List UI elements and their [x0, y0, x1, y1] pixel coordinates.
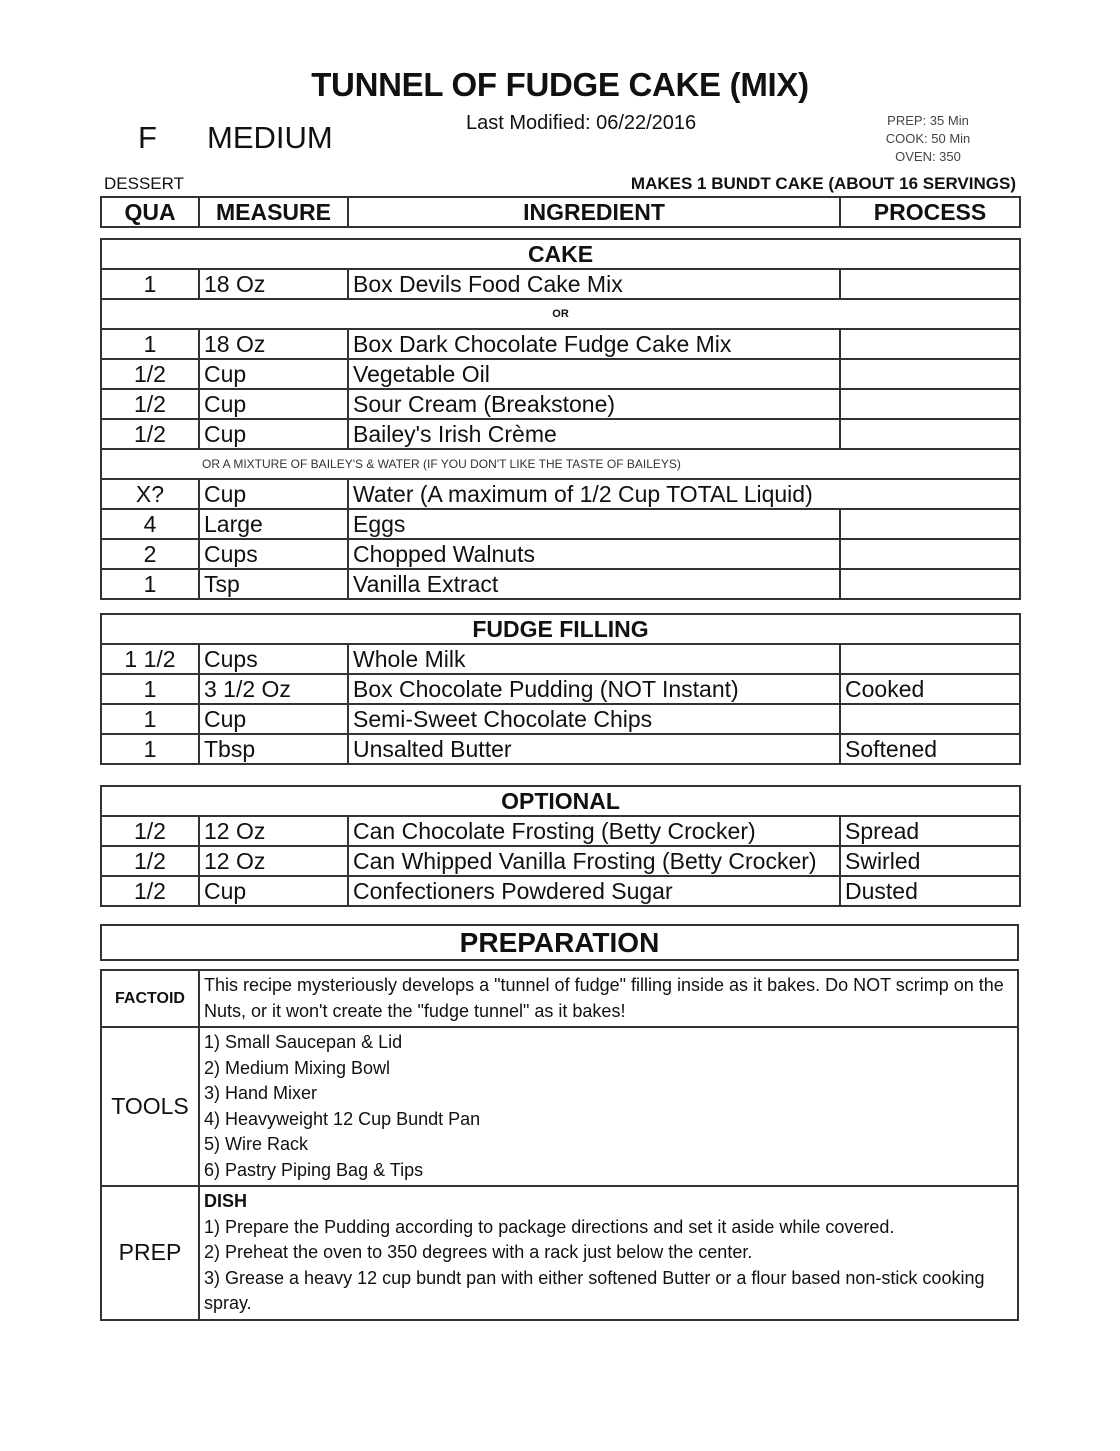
measure-cell: 3 1/2 Oz: [199, 674, 348, 704]
process-cell: [840, 569, 1020, 599]
ingredient-cell: Bailey's Irish Crème: [348, 419, 840, 449]
ingredient-cell: Whole Milk: [348, 644, 840, 674]
oven-temp: OVEN: 350: [895, 149, 961, 164]
section-title-optional: OPTIONAL: [101, 786, 1020, 816]
section-title-cake: CAKE: [101, 239, 1020, 269]
tools-row: [101, 1027, 1018, 1186]
prep-step: 3) Grease a heavy 12 cup bundt pan with either softened Butter or a flour based non-stick cooking spray.: [204, 1267, 985, 1313]
ingredient-row: [101, 734, 1020, 764]
ingredient-cell: Water (A maximum of 1/2 Cup TOTAL Liquid): [348, 479, 1020, 509]
prep-row: [101, 1186, 1018, 1320]
column-header: [100, 196, 1021, 228]
tool-item: 2) Medium Mixing Bowl: [204, 1057, 391, 1078]
column-ingredient: INGREDIENT: [348, 197, 840, 227]
column-qua: QUA: [101, 197, 199, 227]
qua-cell: 4: [101, 509, 199, 539]
ingredient-cell: Confectioners Powdered Sugar: [348, 876, 840, 906]
tools-list: [199, 1027, 1018, 1186]
measure-cell: Cup: [199, 704, 348, 734]
optional-table: [100, 785, 1021, 907]
process-cell: [840, 329, 1020, 359]
recipe-title: TUNNEL OF FUDGE CAKE (MIX): [311, 66, 809, 103]
preparation-heading: PREPARATION: [100, 924, 1019, 961]
measure-cell: Large: [199, 509, 348, 539]
ingredient-row: [101, 569, 1020, 599]
ingredient-row: [101, 674, 1020, 704]
qua-cell: X?: [101, 479, 199, 509]
ingredient-cell: Chopped Walnuts: [348, 539, 840, 569]
ingredient-cell: Box Dark Chocolate Fudge Cake Mix: [348, 329, 840, 359]
ingredient-row: [101, 539, 1020, 569]
process-cell: [840, 419, 1020, 449]
ingredient-cell: Eggs: [348, 509, 840, 539]
column-process: PROCESS: [840, 197, 1020, 227]
ingredient-row: [101, 329, 1020, 359]
qua-cell: 1: [101, 329, 199, 359]
process-cell: [840, 644, 1020, 674]
process-cell: [840, 389, 1020, 419]
ingredient-cell: Vanilla Extract: [348, 569, 840, 599]
prep-step: 1) Prepare the Pudding according to package directions and set it aside while covered.: [204, 1216, 895, 1237]
recipe-yield: MAKES 1 BUNDT CAKE (ABOUT 16 SERVINGS): [630, 174, 1016, 193]
tool-item: 4) Heavyweight 12 Cup Bundt Pan: [204, 1108, 481, 1129]
qua-cell: 1/2: [101, 846, 199, 876]
ingredient-row: [101, 509, 1020, 539]
qua-cell: 1/2: [101, 876, 199, 906]
measure-cell: Tbsp: [199, 734, 348, 764]
prep-label: PREP: [101, 1186, 199, 1320]
section-title-fudge-filling: FUDGE FILLING: [101, 614, 1020, 644]
qua-cell: 1/2: [101, 389, 199, 419]
tools-label: TOOLS: [101, 1027, 199, 1186]
ingredient-cell: Semi-Sweet Chocolate Chips: [348, 704, 840, 734]
last-modified: Last Modified: 06/22/2016: [466, 112, 697, 134]
ingredient-row: [101, 846, 1020, 876]
prep-step: 2) Preheat the oven to 350 degrees with a rack just below the center.: [204, 1242, 753, 1262]
ingredient-row: [101, 389, 1020, 419]
prep-time: PREP: 35 Min: [887, 113, 969, 128]
measure-cell: 12 Oz: [199, 846, 348, 876]
tool-item: 3) Hand Mixer: [204, 1083, 318, 1103]
measure-cell: Cup: [199, 876, 348, 906]
qua-cell: 1: [101, 704, 199, 734]
ingredient-row: [101, 704, 1020, 734]
cake-table: [100, 238, 1021, 600]
tool-item: 1) Small Saucepan & Lid: [204, 1032, 403, 1052]
ingredient-row: [101, 816, 1020, 846]
ingredient-cell: Box Devils Food Cake Mix: [348, 269, 840, 299]
process-cell: [840, 269, 1020, 299]
factoid-text: This recipe mysteriously develops a "tunnel of fudge" filling inside as it bakes. Do NOT scrimp on the Nuts, or it won't create the "fudge tunnel" as it bakes!: [199, 970, 1018, 1027]
qua-cell: 1: [101, 569, 199, 599]
ingredient-cell: Sour Cream (Breakstone): [348, 389, 840, 419]
measure-cell: Cup: [199, 479, 348, 509]
process-cell: [840, 704, 1020, 734]
measure-cell: Tsp: [199, 569, 348, 599]
ingredient-cell: Unsalted Butter: [348, 734, 840, 764]
ingredient-cell: Box Chocolate Pudding (NOT Instant): [348, 674, 840, 704]
qua-cell: 1: [101, 674, 199, 704]
process-cell: [840, 509, 1020, 539]
ingredient-row: [101, 479, 1020, 509]
measure-cell: Cups: [199, 539, 348, 569]
rating-letter: F: [138, 120, 157, 155]
measure-cell: 18 Oz: [199, 269, 348, 299]
factoid-label: FACTOID: [101, 970, 199, 1027]
qua-cell: 1/2: [101, 359, 199, 389]
difficulty-level: MEDIUM: [207, 120, 333, 155]
prep-steps: [199, 1186, 1018, 1320]
process-cell: Dusted: [840, 876, 1020, 906]
time-info: [872, 112, 984, 166]
column-measure: MEASURE: [199, 197, 348, 227]
qua-cell: 1: [101, 734, 199, 764]
qua-cell: 1: [101, 269, 199, 299]
process-cell: Spread: [840, 816, 1020, 846]
measure-cell: Cups: [199, 644, 348, 674]
qua-cell: 1 1/2: [101, 644, 199, 674]
qua-cell: 1/2: [101, 419, 199, 449]
qua-cell: 2: [101, 539, 199, 569]
qua-cell: 1/2: [101, 816, 199, 846]
ingredient-row: [101, 876, 1020, 906]
measure-cell: 18 Oz: [199, 329, 348, 359]
factoid-row: [101, 970, 1018, 1027]
tool-item: 5) Wire Rack: [204, 1134, 309, 1154]
process-cell: Softened: [840, 734, 1020, 764]
ingredient-row: [101, 419, 1020, 449]
recipe-category: DESSERT: [104, 174, 184, 193]
measure-cell: Cup: [199, 419, 348, 449]
process-cell: Swirled: [840, 846, 1020, 876]
ingredient-cell: Can Whipped Vanilla Frosting (Betty Crocker): [348, 846, 840, 876]
ingredient-cell: Vegetable Oil: [348, 359, 840, 389]
process-cell: [840, 539, 1020, 569]
measure-cell: Cup: [199, 359, 348, 389]
process-cell: [840, 359, 1020, 389]
prep-subheading: DISH: [204, 1191, 248, 1211]
ingredient-row: [101, 359, 1020, 389]
cook-time: COOK: 50 Min: [885, 131, 971, 146]
mixture-note: OR A MIXTURE OF BAILEY'S & WATER (IF YOU DON'T LIKE THE TASTE OF BAILEYS): [101, 449, 1020, 479]
fudge-filling-table: [100, 613, 1021, 765]
tool-item: 6) Pastry Piping Bag & Tips: [204, 1159, 424, 1180]
ingredient-row: [101, 269, 1020, 299]
measure-cell: Cup: [199, 389, 348, 419]
ingredient-cell: Can Chocolate Frosting (Betty Crocker): [348, 816, 840, 846]
or-note: OR: [101, 299, 1020, 329]
process-cell: Cooked: [840, 674, 1020, 704]
measure-cell: 12 Oz: [199, 816, 348, 846]
preparation-table: [100, 969, 1019, 1321]
ingredient-row: [101, 644, 1020, 674]
